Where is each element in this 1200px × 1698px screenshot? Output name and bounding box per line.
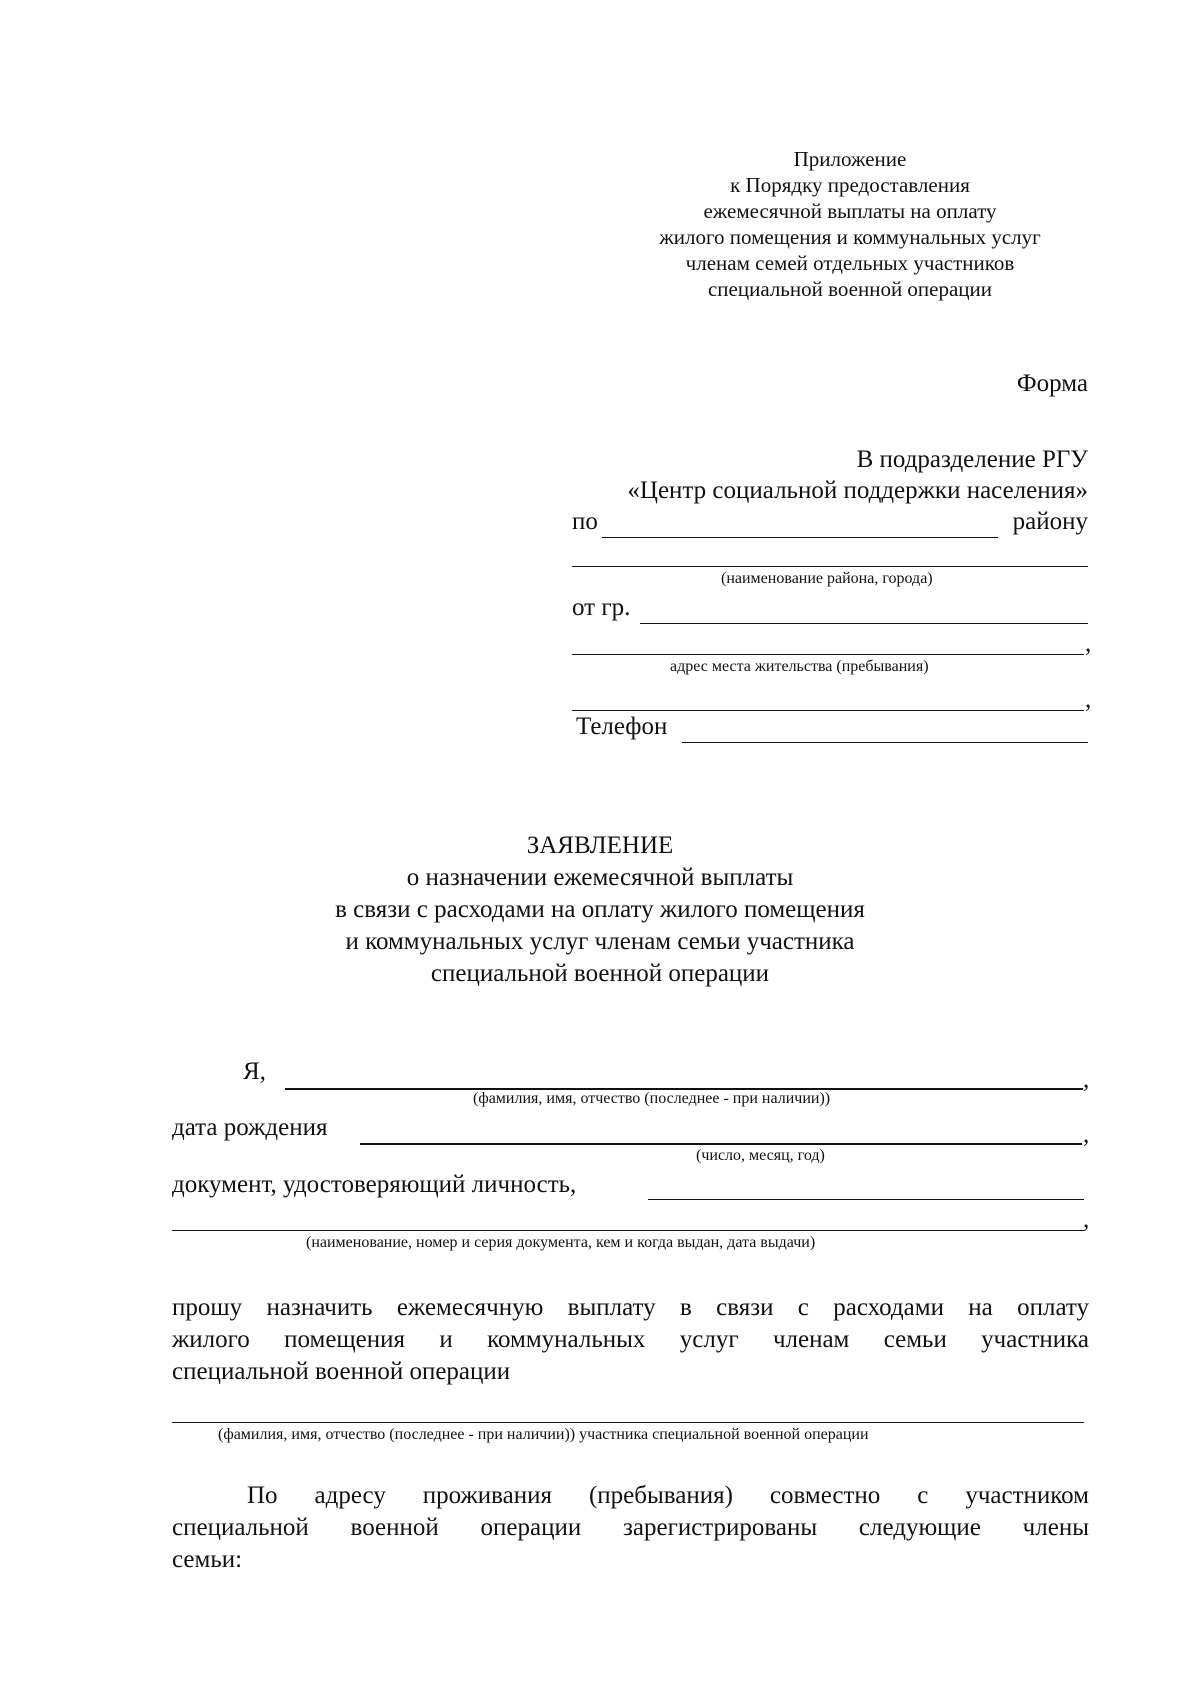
dob-label: дата рождения xyxy=(172,1114,328,1141)
document-field-line-1[interactable] xyxy=(648,1199,1084,1200)
appendix-line: членам семей отдельных участников xyxy=(685,251,1015,275)
family-line: семьи: xyxy=(172,1546,243,1573)
document-field-line-2[interactable] xyxy=(172,1230,1084,1231)
addressee-po: по xyxy=(572,508,598,535)
title-line: и коммунальных услуг членам семьи участника xyxy=(345,928,855,955)
comma: , xyxy=(1085,686,1092,713)
hint-dob: (число, месяц, год) xyxy=(696,1147,825,1164)
address-field-line-1[interactable] xyxy=(572,654,1084,655)
request-line: специальной военной операции xyxy=(172,1358,511,1385)
addressee-rayonu: району xyxy=(1012,508,1088,535)
ya-label: Я, xyxy=(243,1058,266,1085)
appendix-line: специальной военной операции xyxy=(707,277,993,301)
request-line: прошу назначить ежемесячную выплату в связи с расходами на оплату xyxy=(172,1294,1089,1321)
title-line: в связи с расходами на оплату жилого помещения xyxy=(335,896,865,923)
appendix-block xyxy=(600,146,1100,302)
request-paragraph xyxy=(172,1292,1089,1388)
dob-field[interactable] xyxy=(360,1143,1082,1145)
document-label: документ, удостоверяющий личность, xyxy=(172,1171,577,1198)
from-name-field[interactable] xyxy=(640,623,1088,624)
appendix-line: ежемесячной выплаты на оплату xyxy=(703,199,997,223)
hint-address: адрес места жительства (пребывания) xyxy=(670,658,929,675)
title-line: специальной военной операции xyxy=(430,960,770,987)
hint-fio: (фамилия, имя, отчество (последнее - при наличии)) xyxy=(473,1090,831,1107)
comma: , xyxy=(1083,1121,1090,1148)
statement-heading: ЗАЯВЛЕНИЕ xyxy=(526,832,674,859)
addressee-line-2: «Центр социальной поддержки населения» xyxy=(627,477,1088,504)
addressee-line-1: В подразделение РГУ xyxy=(856,446,1088,473)
participant-fio-field[interactable] xyxy=(172,1422,1084,1423)
statement-title xyxy=(300,830,900,990)
family-paragraph xyxy=(172,1480,1089,1576)
hint-document: (наименование, номер и серия документа, кем и когда выдан, дата выдачи) xyxy=(306,1234,816,1251)
request-line: жилого помещения и коммунальных услуг членам семьи участника xyxy=(172,1326,1089,1353)
appendix-line: Приложение xyxy=(793,147,907,171)
address-field-line-2[interactable] xyxy=(572,710,1084,711)
district-field[interactable] xyxy=(602,537,998,538)
family-line: По адресу проживания (пребывания) совместно с участником xyxy=(247,1482,1089,1509)
hint-district: (наименование района, города) xyxy=(721,570,933,587)
phone-field[interactable] xyxy=(682,742,1088,743)
title-line: о назначении ежемесячной выплаты xyxy=(406,864,794,891)
family-line: специальной военной операции зарегистрированы следующие члены xyxy=(172,1514,1089,1541)
phone-label: Телефон xyxy=(576,713,668,740)
appendix-line: жилого помещения и коммунальных услуг xyxy=(659,225,1041,249)
comma: , xyxy=(1085,630,1092,657)
comma: , xyxy=(1083,1066,1090,1093)
form-label: Форма xyxy=(1016,370,1088,397)
appendix-line: к Порядку предоставления xyxy=(730,173,970,197)
comma: , xyxy=(1083,1206,1090,1233)
district-field-line-2[interactable] xyxy=(572,566,1088,567)
from-label: от гр. xyxy=(572,594,631,621)
hint-participant: (фамилия, имя, отчество (последнее - при наличии)) участника специальной военной операции xyxy=(218,1426,869,1443)
